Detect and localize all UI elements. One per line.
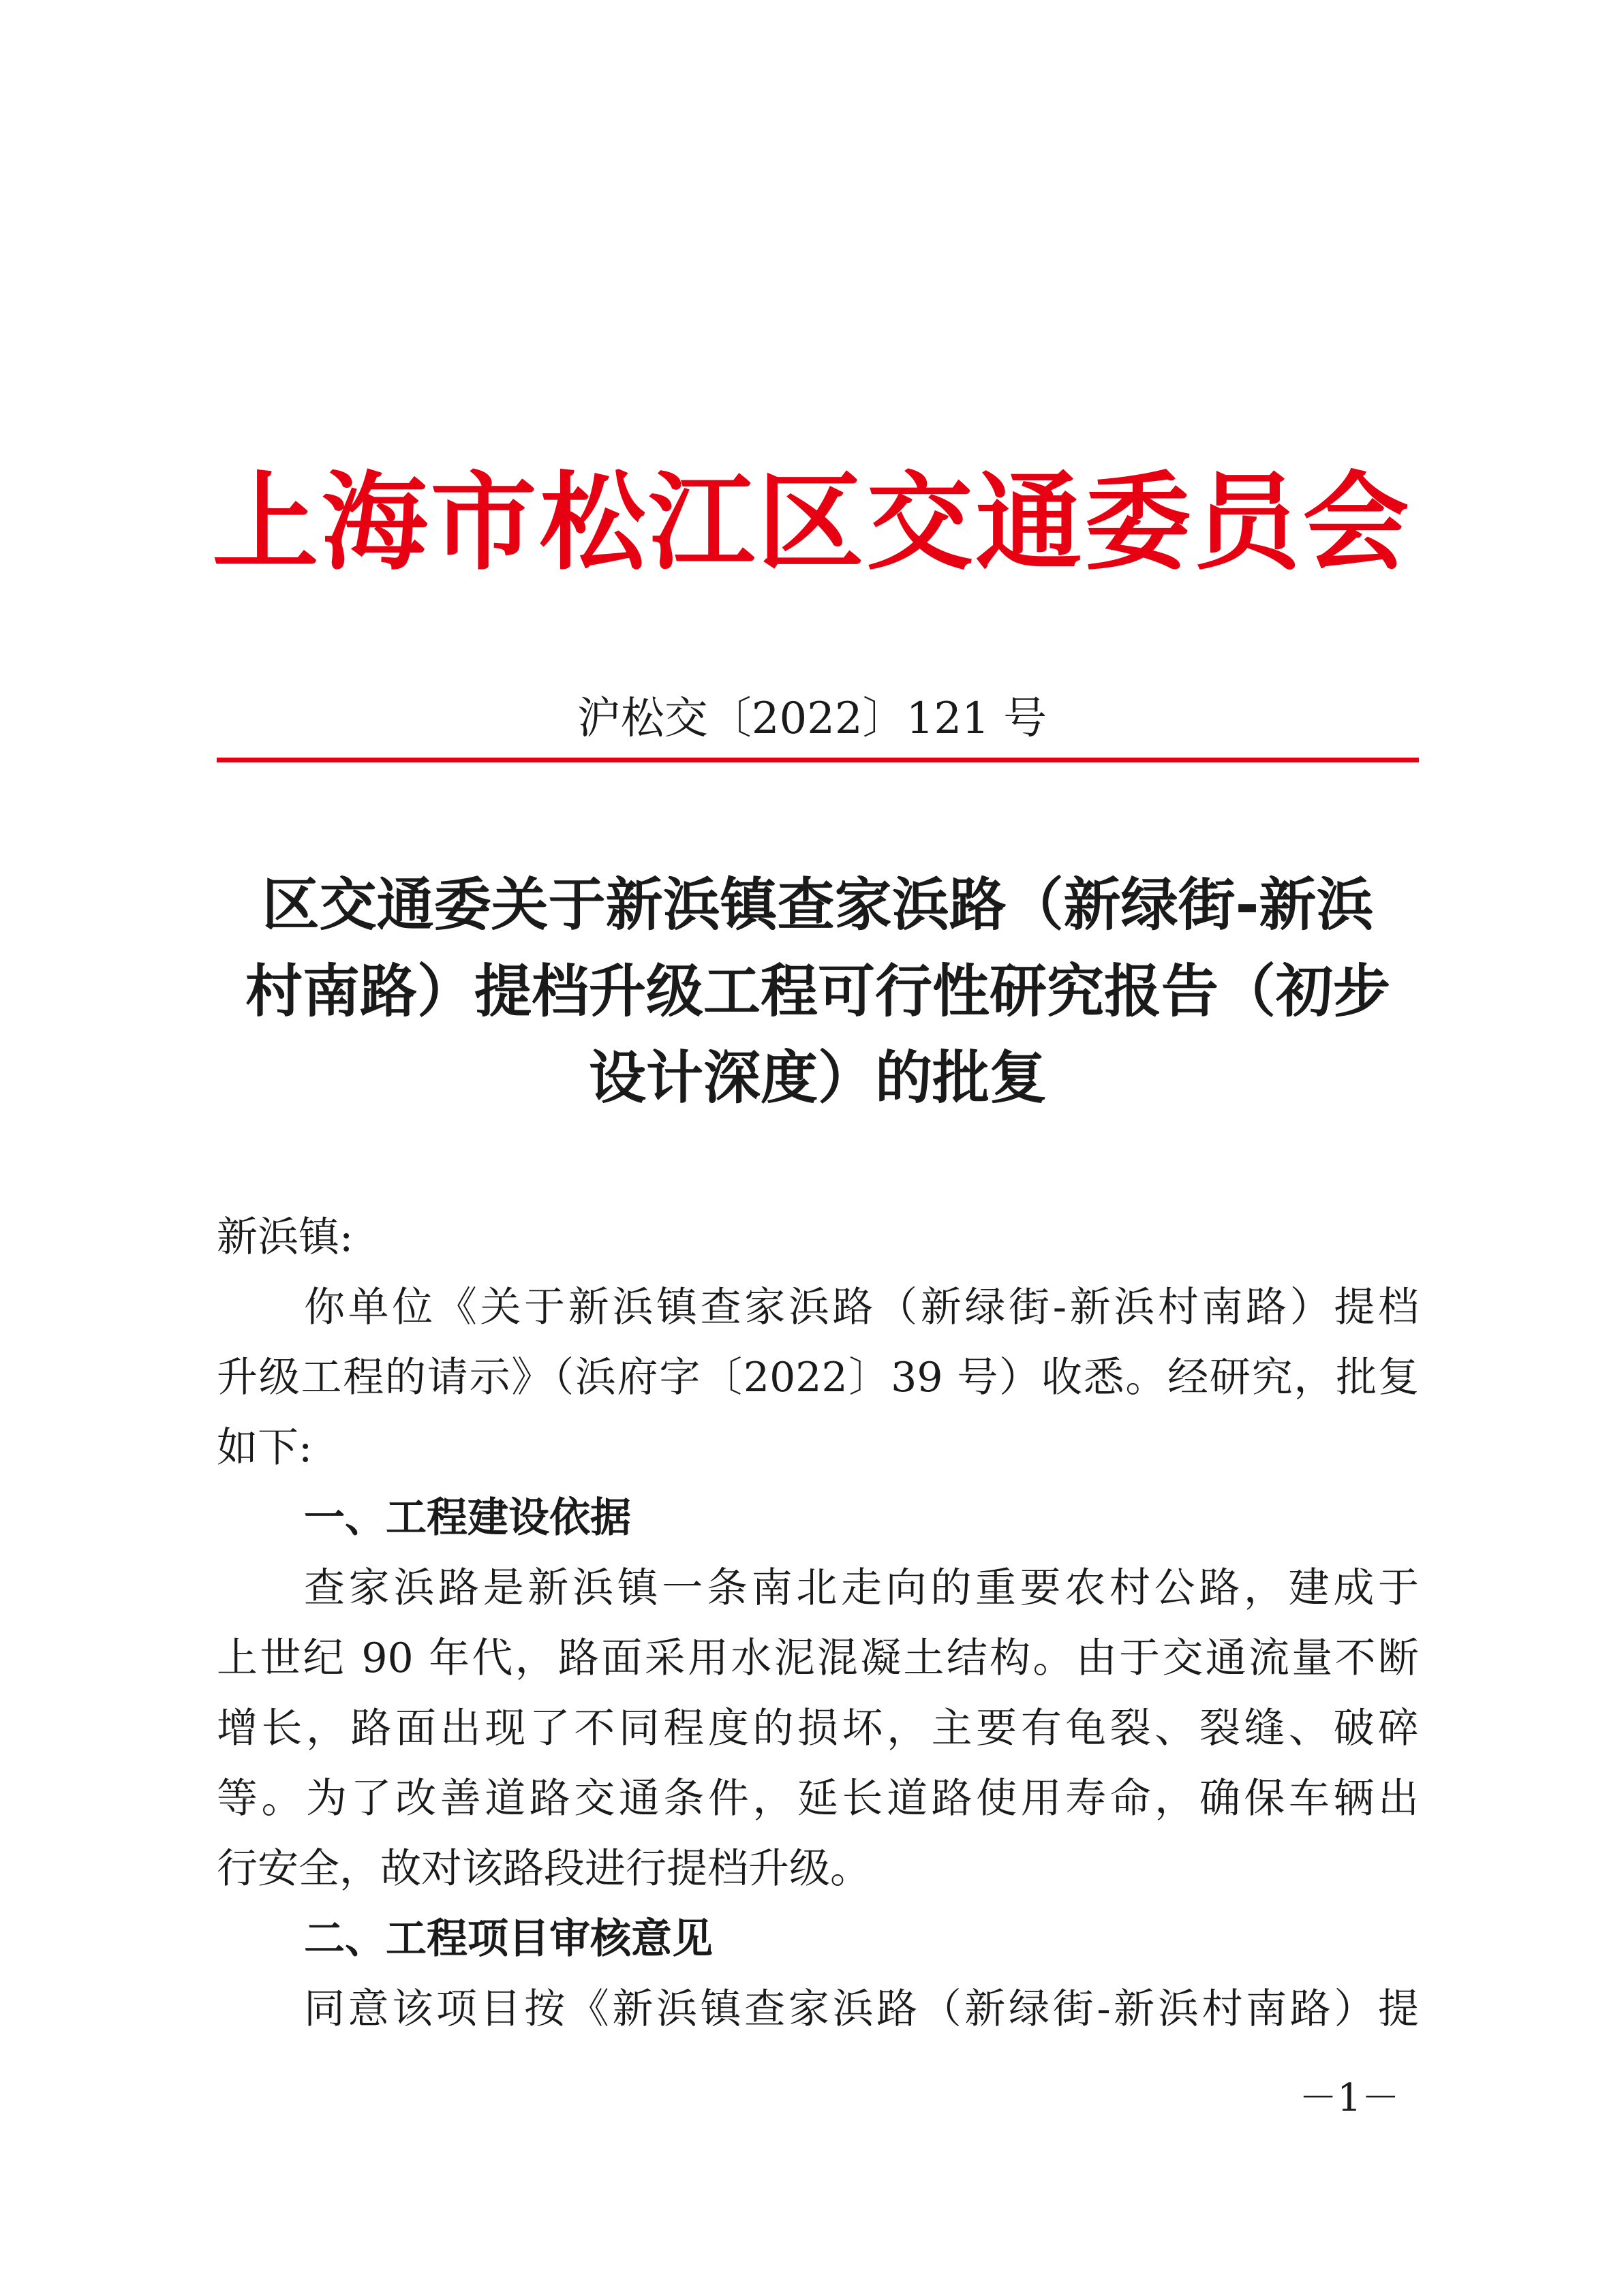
section-heading: 一、工程建设依据 xyxy=(304,1494,631,1542)
document-title xyxy=(217,862,1419,1121)
body-line: 升级工程的请示》（浜府字〔2022〕39 号）收悉。经研究，批复 xyxy=(217,1354,1419,1401)
red-divider-line xyxy=(217,758,1419,762)
body-line: 上世纪 90 年代，路面采用水泥混凝土结构。由于交通流量不断 xyxy=(217,1634,1419,1682)
addressee: 新浜镇: xyxy=(217,1213,354,1261)
body-line: 行安全，故对该路段进行提档升级。 xyxy=(217,1845,871,1893)
body-line: 如下: xyxy=(217,1424,313,1472)
document-number: 沪松交〔2022〕121 号 xyxy=(577,694,1047,744)
body-line: 同意该项目按《新浜镇查家浜路（新绿街-新浜村南路）提 xyxy=(304,1985,1419,2033)
title-line: 区交通委关于新浜镇查家浜路（新绿街-新浜 xyxy=(262,871,1374,938)
document-body xyxy=(217,1203,1419,2045)
body-line: 你单位《关于新浜镇查家浜路（新绿街-新浜村南路）提档 xyxy=(304,1284,1419,1331)
agency-title: 上海市松江区交通委员会 xyxy=(212,460,1412,585)
body-line: 增长，路面出现了不同程度的损坏，主要有龟裂、裂缝、破碎 xyxy=(217,1705,1419,1752)
title-line: 设计深度）的批复 xyxy=(588,1044,1047,1111)
section-heading: 二、工程项目审核意见 xyxy=(304,1915,713,1963)
body-line: 等。为了改善道路交通条件，延长道路使用寿命，确保车辆出 xyxy=(217,1775,1419,1822)
title-line: 村南路）提档升级工程可行性研究报告（初步 xyxy=(245,958,1390,1025)
page-number: －1－ xyxy=(1299,2076,1400,2120)
body-line: 查家浜路是新浜镇一条南北走向的重要农村公路，建成于 xyxy=(304,1564,1419,1612)
